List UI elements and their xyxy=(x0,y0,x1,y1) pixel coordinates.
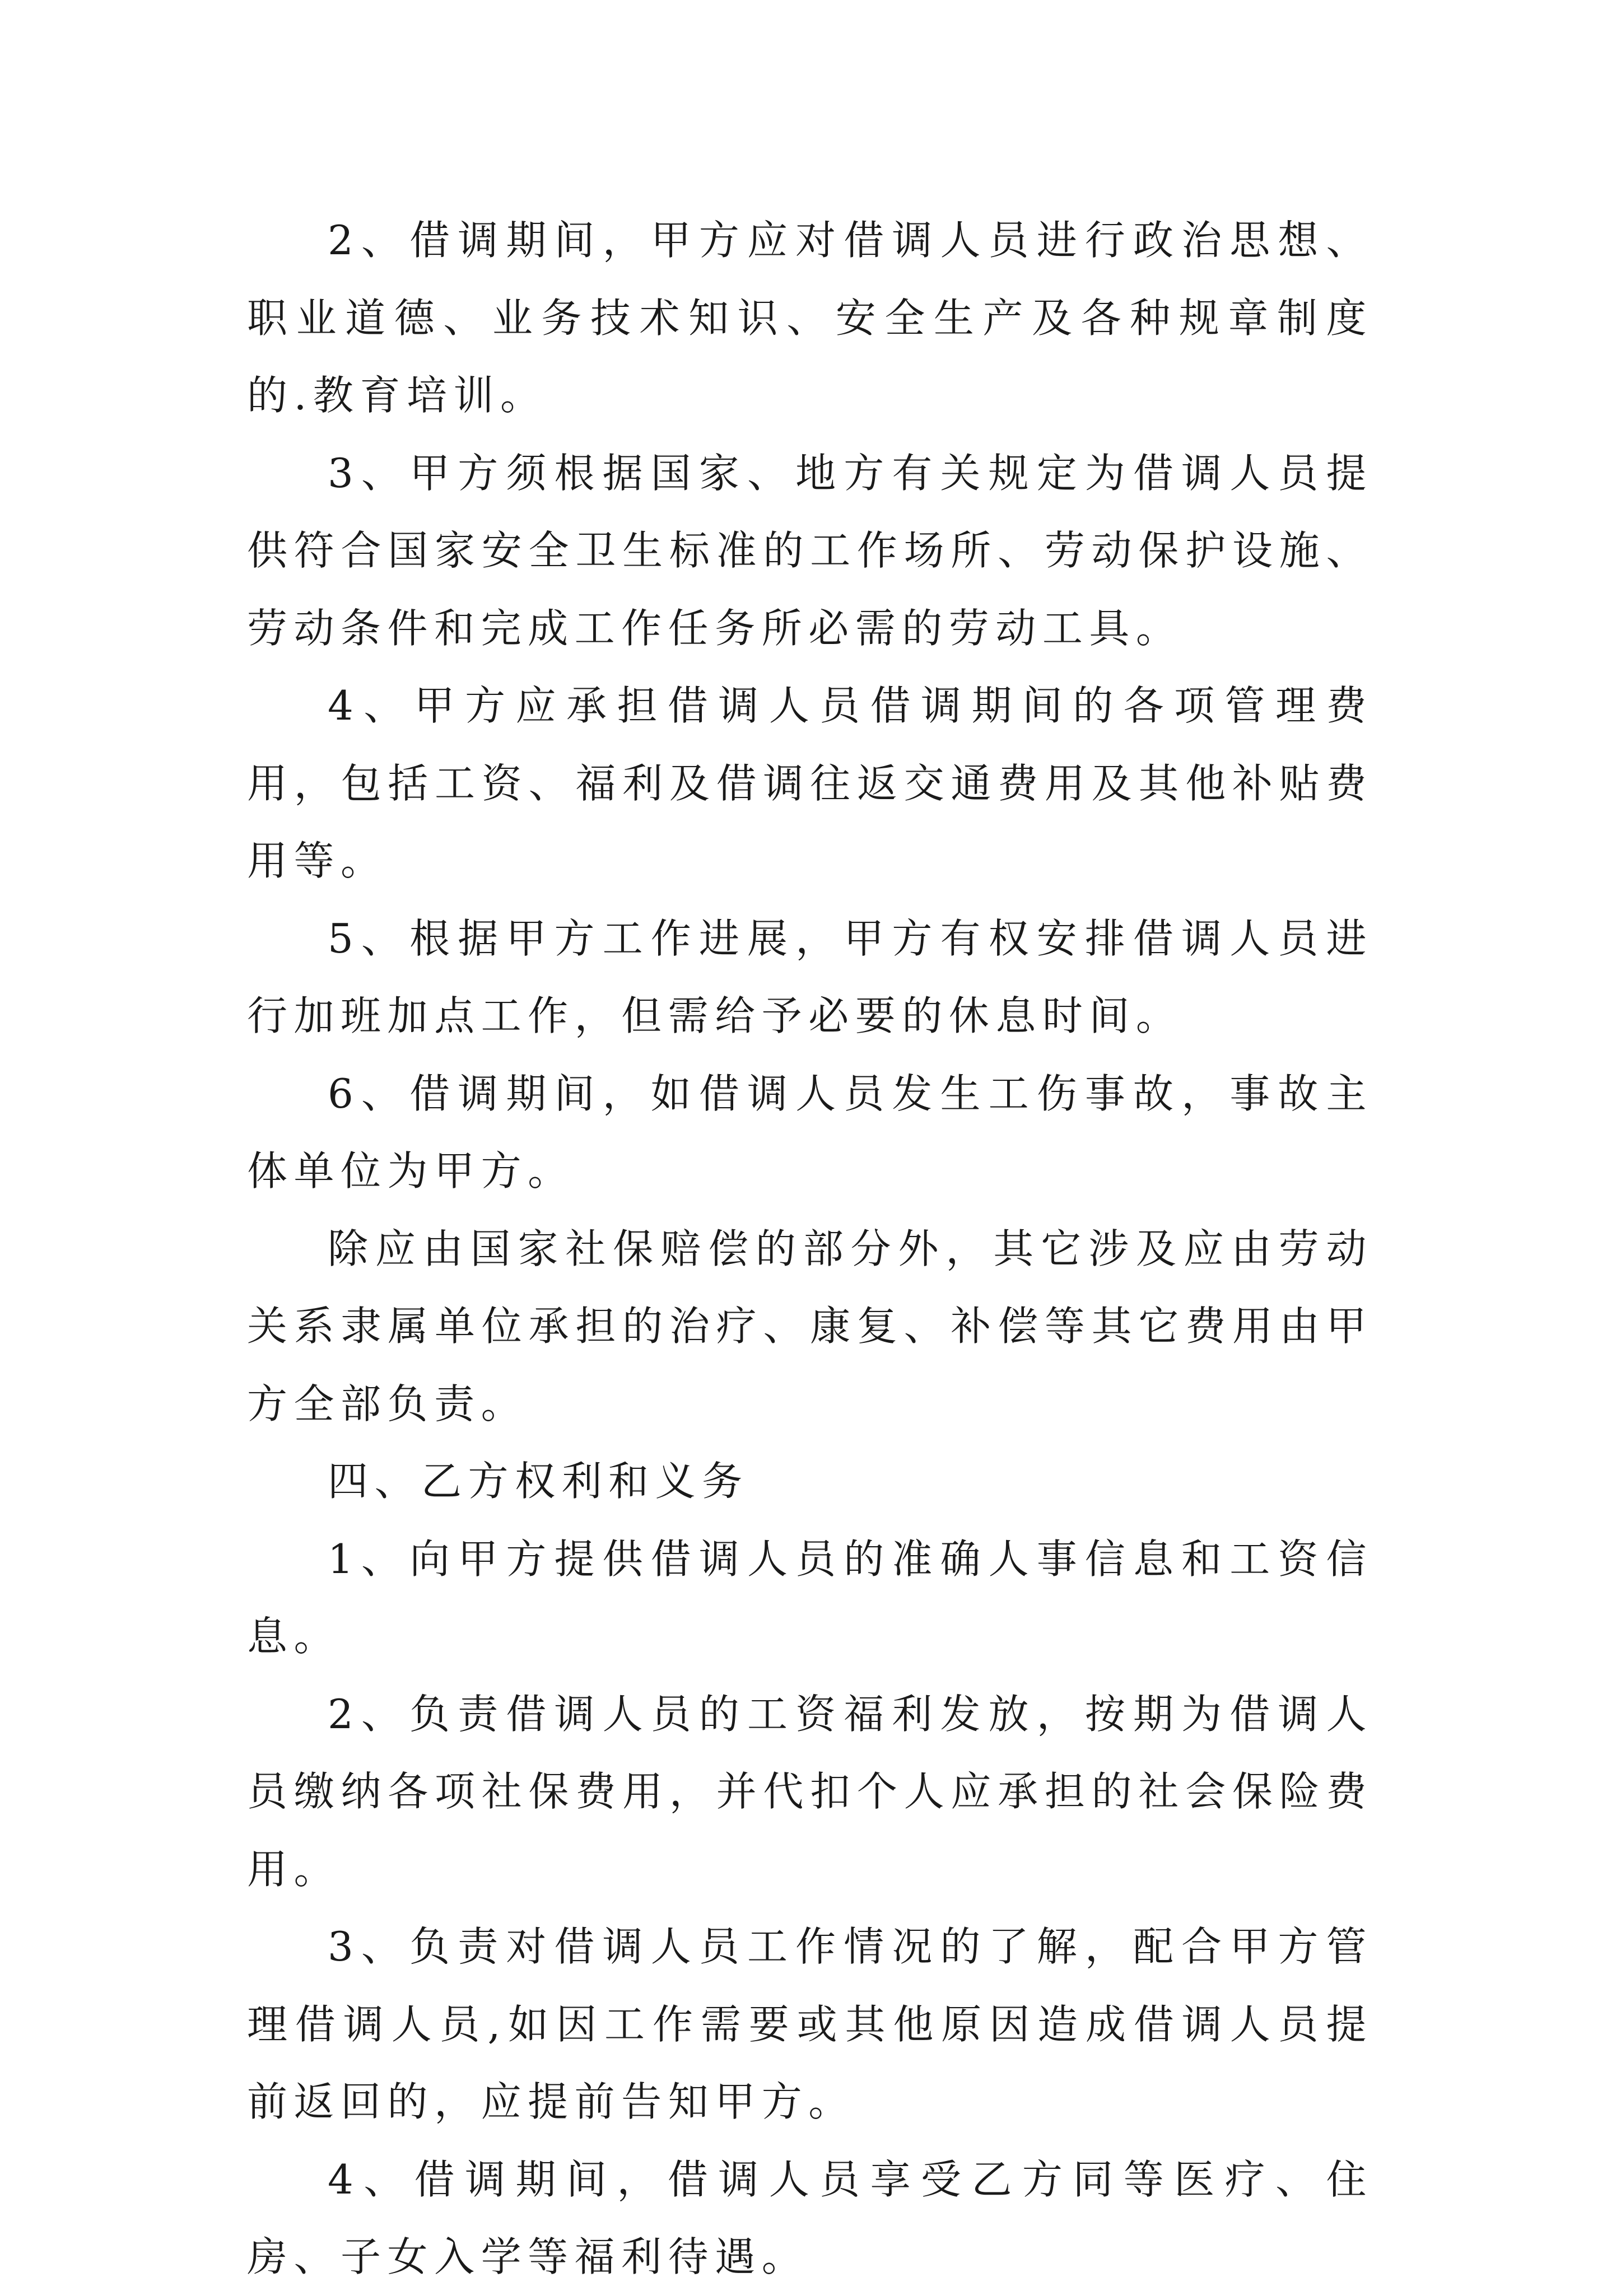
paragraph-clause-4-2: 2、负责借调人员的工资福利发放，按期为借调人员缴纳各项社保费用，并代扣个人应承担的社会保险费用。 xyxy=(247,1690,1373,1893)
paragraph-clause-3-6-continued: 除应由国家社保赔偿的部分外，其它涉及应由劳动关系隶属单位承担的治疗、康复、补偿等其它费用由甲方全部负责。 xyxy=(247,1225,1373,1427)
paragraph-clause-3-5: 5、根据甲方工作进展，甲方有权安排借调人员进行加班加点工作，但需给予必要的休息时间。 xyxy=(247,914,1373,1039)
paragraph-clause-3-3: 3、甲方须根据国家、地方有关规定为借调人员提供符合国家安全卫生标准的工作场所、劳动保护设施、劳动条件和完成工作任务所必需的劳动工具。 xyxy=(247,449,1373,652)
paragraph-clause-3-2: 2、借调期间，甲方应对借调人员进行政治思想、职业道德、业务技术知识、安全生产及各种规章制度的.教育培训。 xyxy=(247,217,1373,419)
paragraph-clause-3-4: 4、甲方应承担借调人员借调期间的各项管理费用，包括工资、福利及借调往返交通费用及其他补贴费用等。 xyxy=(247,682,1373,884)
paragraph-clause-4-1: 1、向甲方提供借调人员的准确人事信息和工资信息。 xyxy=(247,1535,1373,1660)
paragraph-clause-3-6: 6、借调期间，如借调人员发生工伤事故，事故主体单位为甲方。 xyxy=(247,1070,1373,1194)
paragraph-clause-4-3: 3、负责对借调人员工作情况的了解，配合甲方管理借调人员,如因工作需要或其他原因造成借调人员提前返回的，应提前告知甲方。 xyxy=(247,1923,1373,2125)
section-heading-party-b: 四、乙方权利和义务 xyxy=(328,1458,749,1505)
document-body xyxy=(247,202,1373,2296)
paragraph-clause-4-4: 4、借调期间，借调人员享受乙方同等医疗、住房、子女入学等福利待遇。 xyxy=(247,2155,1373,2280)
